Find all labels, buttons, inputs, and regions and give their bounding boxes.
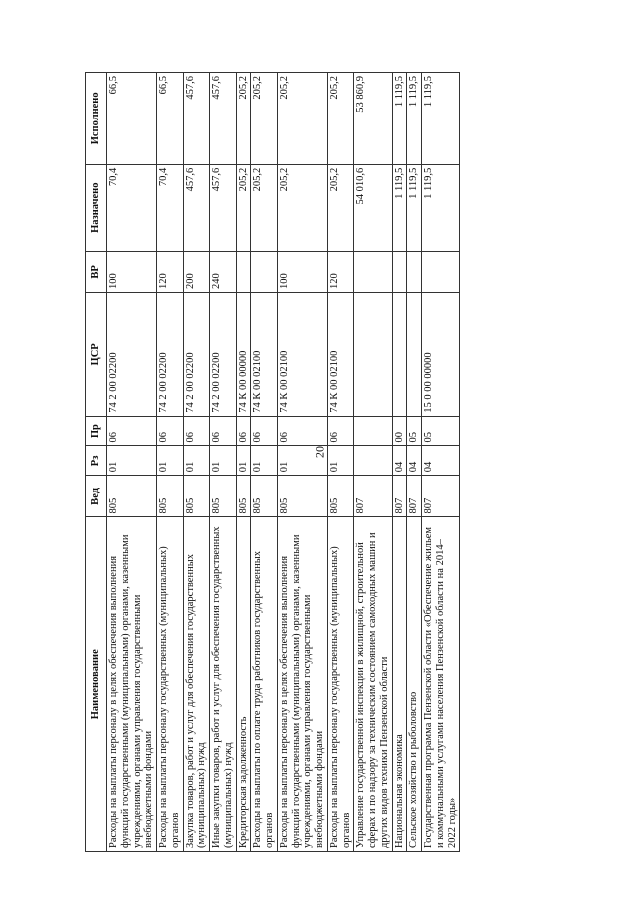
cell-rz: 01	[107, 446, 157, 476]
cell-csr	[392, 292, 407, 416]
cell-rz: 04	[422, 446, 460, 476]
cell-ved: 805	[210, 476, 237, 517]
cell-name: Закупка товаров, работ и услуг для обеспечения государственных (муниципальных) нужд	[183, 517, 210, 852]
cell-vr: 240	[210, 251, 237, 292]
table-row	[407, 73, 422, 852]
cell-pr: 06	[251, 416, 278, 446]
cell-executed: 1 119,5	[407, 73, 422, 165]
cell-csr: 74 К 00 02100	[327, 292, 354, 416]
cell-planned: 1 119,5	[422, 164, 460, 251]
table-row	[392, 73, 407, 852]
cell-executed: 205,2	[236, 73, 251, 165]
cell-rz: 01	[277, 446, 327, 476]
table-wrapper	[85, 72, 555, 852]
table-row	[422, 73, 460, 852]
cell-ved: 807	[422, 476, 460, 517]
cell-executed: 457,6	[183, 73, 210, 165]
rotated-table-container	[85, 72, 555, 852]
table-row	[251, 73, 278, 852]
cell-ved: 805	[107, 476, 157, 517]
page-number: 20	[312, 446, 327, 458]
cell-vr: 100	[107, 251, 157, 292]
cell-planned: 457,6	[210, 164, 237, 251]
cell-vr	[251, 251, 278, 292]
cell-planned: 205,2	[327, 164, 354, 251]
cell-ved: 805	[236, 476, 251, 517]
cell-name: Сельское хозяйство и рыболовство	[407, 517, 422, 852]
cell-pr: 06	[210, 416, 237, 446]
cell-executed: 205,2	[277, 73, 327, 165]
cell-csr: 74 К 00 02100	[277, 292, 327, 416]
cell-name: Иные закупки товаров, работ и услуг для обеспечения государственных (муниципальных) нужд	[210, 517, 237, 852]
table-body	[107, 73, 460, 852]
cell-name: Государственная программа Пензенской области «Обеспечение жильем и коммунальными услугами населения Пензенской области на 2014–2022 годы»	[422, 517, 460, 852]
table-row	[236, 73, 251, 852]
cell-vr	[407, 251, 422, 292]
cell-vr	[422, 251, 460, 292]
cell-planned: 1 119,5	[392, 164, 407, 251]
cell-rz: 01	[210, 446, 237, 476]
cell-executed: 1 119,5	[392, 73, 407, 165]
cell-rz: 01	[183, 446, 210, 476]
cell-rz: 01	[327, 446, 354, 476]
cell-pr: 06	[157, 416, 184, 446]
table-row	[277, 73, 327, 852]
cell-rz: 04	[407, 446, 422, 476]
header-planned: Назначено	[86, 164, 107, 251]
cell-vr: 200	[183, 251, 210, 292]
table-row	[157, 73, 184, 852]
cell-rz: 01	[157, 446, 184, 476]
cell-pr: 06	[107, 416, 157, 446]
cell-vr: 120	[157, 251, 184, 292]
cell-csr: 74 К 00 00000	[236, 292, 251, 416]
cell-vr	[392, 251, 407, 292]
cell-planned: 457,6	[183, 164, 210, 251]
table-row	[210, 73, 237, 852]
cell-executed: 205,2	[251, 73, 278, 165]
cell-csr: 74 2 00 02200	[183, 292, 210, 416]
cell-planned: 70,4	[157, 164, 184, 251]
budget-table	[85, 72, 460, 852]
cell-executed: 457,6	[210, 73, 237, 165]
cell-rz	[354, 446, 392, 476]
cell-name: Расходы на выплаты по оплате труда работников государственных органов	[251, 517, 278, 852]
cell-pr: 05	[422, 416, 460, 446]
cell-pr	[354, 416, 392, 446]
cell-csr: 74 К 00 02100	[251, 292, 278, 416]
cell-planned: 70,4	[107, 164, 157, 251]
cell-rz: 04	[392, 446, 407, 476]
table-row	[327, 73, 354, 852]
cell-csr	[354, 292, 392, 416]
cell-executed: 66,5	[157, 73, 184, 165]
cell-csr: 15 0 00 00000	[422, 292, 460, 416]
cell-pr: 05	[407, 416, 422, 446]
cell-executed: 66,5	[107, 73, 157, 165]
cell-planned: 205,2	[236, 164, 251, 251]
cell-executed: 53 860,9	[354, 73, 392, 165]
cell-ved: 805	[157, 476, 184, 517]
cell-name: Управление государственной инспекции в жилищной, строительной сферах и по надзору за техническим состоянием самоходных машин и других видов техники Пензенской области	[354, 517, 392, 852]
cell-csr: 74 2 00 02200	[210, 292, 237, 416]
cell-ved: 807	[392, 476, 407, 517]
table-row	[107, 73, 157, 852]
header-rz: Рз	[86, 446, 107, 476]
header-executed: Исполнено	[86, 73, 107, 165]
cell-ved: 805	[327, 476, 354, 517]
header-ved: Вед	[86, 476, 107, 517]
cell-vr	[354, 251, 392, 292]
cell-name: Кредиторская задолженность	[236, 517, 251, 852]
cell-name: Расходы на выплаты персоналу в целях обеспечения выполнения функций государственными (муниципальными) органами, казенными учреждениями, органами управления государственными внебюджетными фондами	[107, 517, 157, 852]
cell-name: Расходы на выплаты персоналу государственных (муниципальных) органов	[327, 517, 354, 852]
cell-planned: 205,2	[277, 164, 327, 251]
cell-rz: 01	[251, 446, 278, 476]
cell-ved: 805	[183, 476, 210, 517]
cell-name: Национальная экономика	[392, 517, 407, 852]
cell-csr	[407, 292, 422, 416]
cell-ved: 805	[251, 476, 278, 517]
header-name: Наименование	[86, 517, 107, 852]
cell-vr: 100	[277, 251, 327, 292]
cell-planned: 1 119,5	[407, 164, 422, 251]
cell-ved: 805	[277, 476, 327, 517]
cell-planned: 205,2	[251, 164, 278, 251]
header-csr: ЦСР	[86, 292, 107, 416]
header-vr: ВР	[86, 251, 107, 292]
cell-vr	[236, 251, 251, 292]
cell-csr: 74 2 00 02200	[107, 292, 157, 416]
cell-ved: 807	[407, 476, 422, 517]
cell-pr: 06	[236, 416, 251, 446]
cell-planned: 54 010,6	[354, 164, 392, 251]
cell-executed: 205,2	[327, 73, 354, 165]
cell-ved: 807	[354, 476, 392, 517]
table-row	[183, 73, 210, 852]
header-pr: Пр	[86, 416, 107, 446]
cell-csr: 74 2 00 02200	[157, 292, 184, 416]
cell-pr: 06	[277, 416, 327, 446]
cell-name: Расходы на выплаты персоналу государственных (муниципальных) органов	[157, 517, 184, 852]
table-row	[354, 73, 392, 852]
cell-pr: 00	[392, 416, 407, 446]
cell-vr: 120	[327, 251, 354, 292]
cell-rz: 01	[236, 446, 251, 476]
cell-pr: 06	[327, 416, 354, 446]
cell-pr: 06	[183, 416, 210, 446]
cell-executed: 1 119,5	[422, 73, 460, 165]
cell-name: Расходы на выплаты персоналу в целях обеспечения выполнения функций государственными (муниципальными) органами, казенными учреждениями, органами управления государственными внебюджетными фондами	[277, 517, 327, 852]
table-header-row	[86, 73, 107, 852]
